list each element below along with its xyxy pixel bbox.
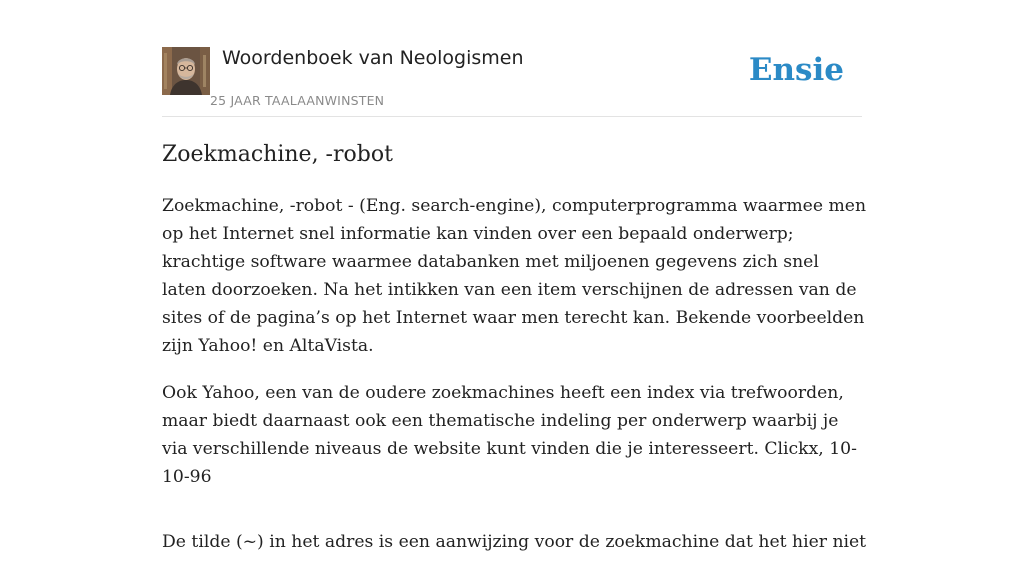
- site-title[interactable]: Woordenboek van Neologismen: [222, 47, 524, 69]
- author-portrait-icon[interactable]: [162, 47, 210, 95]
- article-paragraph: Ook Yahoo, een van de oudere zoekmachines heeft een index via trefwoorden, maar biedt daarnaast ook een thematische indeling per onderwerp waarbij je via verschillende niveaus de website kunt vinden die je interesseert. Clickx, 10-10-96: [162, 383, 857, 487]
- site-subtitle: 25 JAAR TAALAANWINSTEN: [210, 93, 385, 108]
- article-paragraph: Zoekmachine, -robot - (Eng. search-engine), computerprogramma waarmee men op het Internet snel informatie kan vinden over een bepaald onderwerp; krachtige software waarmee databanken met miljoenen gegevens zich snel laten doorzoeken. Na het intikken van een item verschijnen de adressen van de sites of de pagina’s op het Internet waar men terecht kan. Bekende voorbeelden zijn Yahoo! en AltaVista.: [162, 196, 867, 356]
- article-body: [162, 192, 867, 575]
- ensie-logo[interactable]: Ensie: [748, 52, 844, 88]
- article-title: Zoekmachine, -robot: [162, 142, 393, 167]
- article-paragraph: De tilde (~) in het adres is een aanwijzing voor de zoekmachine dat het hier niet: [162, 532, 867, 552]
- site-header: [162, 46, 862, 117]
